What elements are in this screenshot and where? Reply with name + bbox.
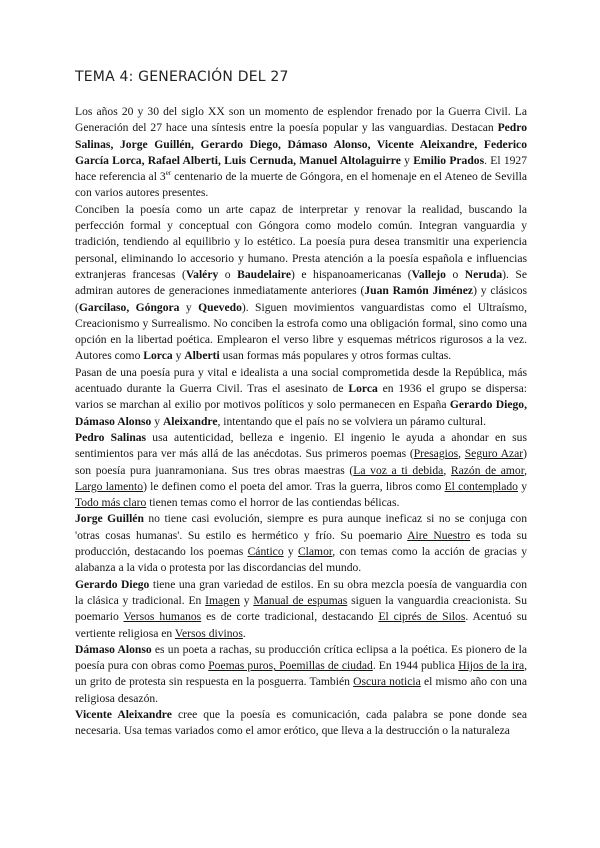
text-run: no tiene casi evolución, siempre es pura aunque ineficaz si no se conjuga con 'otras cosas humanas'. Su estilo es hermético y frío. Su poemario bbox=[75, 512, 527, 542]
text-run: ). Se admiran autores de generaciones inmediatamente anteriores ( bbox=[75, 267, 527, 298]
underlined-title: Razón de amor bbox=[450, 463, 525, 477]
text-run: tiene una gran variedad de estilos. En su obra mezcla poesía de vanguardia con la clásica y tradicional. En bbox=[75, 577, 528, 607]
text-run: o bbox=[445, 267, 465, 281]
text-run: siguen la vanguardia creacionista. Su poemario bbox=[75, 593, 527, 624]
underlined-title: La voz a ti debida bbox=[353, 463, 444, 477]
bold-text: Alberti bbox=[184, 349, 220, 363]
text-run: el mismo año con una religiosa desazón. bbox=[75, 675, 527, 705]
bold-text: Neruda bbox=[464, 267, 503, 281]
bold-text: Jorge Guillén bbox=[75, 512, 144, 526]
text-run: ) le definen como el poeta del amor. Tras la guerra, libros como bbox=[143, 479, 445, 493]
text-run: es un poeta a rachas, su producción crítica eclipsa a la poética. Es pionero de la poesía pura con obras como bbox=[75, 642, 528, 673]
text-run: , bbox=[524, 463, 528, 477]
text-run: y bbox=[517, 479, 528, 493]
underlined-title: Presagios bbox=[413, 447, 459, 461]
bold-text: Vallejo bbox=[411, 267, 446, 281]
text-run: Conciben la poesía como un arte capaz de interpretar y renovar la realidad, buscando la perfección formal y conceptual con Góngora como modelo común. Integran vanguardia y tradición, tendiendo al equilibrio y lo estético. La poesía pura desea transmitir una experiencia personal, eliminando lo accesorio y humano. Presta atención a la poesía española e influencias extranjeras francesas ( bbox=[75, 202, 527, 281]
paragraph bbox=[75, 642, 527, 707]
underlined-title: Manual de espumas bbox=[253, 593, 348, 607]
underlined-title: Poemas puros, Poemillas de ciudad bbox=[208, 659, 373, 673]
text-run: centenario de la muerte de Góngora, en el homenaje en el Ateneo de Sevilla con varios autores presentes. bbox=[75, 170, 527, 200]
text-run: , intentando que el país no se volviera un páramo cultural. bbox=[217, 414, 486, 428]
bold-text: Gerardo Diego, Dámaso Alonso bbox=[75, 398, 527, 428]
text-run: y bbox=[239, 593, 254, 607]
underlined-title: Hijos de la ira bbox=[458, 659, 525, 673]
bold-text: Vicente Aleixandre bbox=[75, 707, 172, 721]
bold-text: Pedro Salinas, Jorge Guillén, Gerardo Diego, Dámaso Alonso, Vicente Aleixandre, Federico García Lorca, Rafael Alberti, Luis Cernuda, Manuel Altolaguirre bbox=[75, 121, 527, 167]
text-run: y bbox=[400, 153, 414, 167]
text-run: cree que la poesía es comunicación, cada palabra se pone donde sea necesaria. Usa temas variados como el amor erótico, que lleva a la destrucción o la naturaleza bbox=[75, 707, 527, 738]
text-run: ) son poesía pura juanramoniana. Sus tres obras maestras ( bbox=[75, 447, 528, 477]
underlined-title: Clamor bbox=[297, 545, 333, 559]
text-run: y bbox=[179, 300, 199, 314]
underlined-title: Largo lamento bbox=[75, 479, 144, 493]
text-run: , bbox=[458, 447, 465, 461]
text-run: ) e hispanoamericanas ( bbox=[291, 267, 412, 281]
text-run: . bbox=[242, 626, 246, 640]
text-run: . En 1944 publica bbox=[372, 659, 459, 673]
paragraph bbox=[75, 577, 527, 642]
text-run: . Acentuó su vertiente religiosa en bbox=[75, 610, 528, 640]
paragraph bbox=[75, 104, 527, 202]
bold-text: Gerardo Diego bbox=[75, 577, 150, 591]
bold-text: Juan Ramón Jiménez bbox=[364, 284, 474, 298]
underlined-title: Cántico bbox=[247, 545, 284, 559]
text-run: o bbox=[218, 267, 238, 281]
underlined-title: Todo más claro bbox=[75, 496, 147, 510]
text-run: , bbox=[443, 463, 451, 477]
bold-text: Emilio Prados bbox=[413, 153, 485, 167]
paragraph bbox=[75, 707, 527, 740]
text-run: usa autenticidad, belleza e ingenio. El ingenio le ayuda a ahondar en sus sentimientos para ver más allá de las anécdotas. Sus primeros poemas ( bbox=[75, 430, 527, 461]
text-run: es toda su producción, destacando los poemas bbox=[75, 528, 527, 559]
text-run: ) y clásicos ( bbox=[75, 284, 528, 314]
underlined-title: Seguro Azar bbox=[464, 447, 524, 461]
text-run: Los años 20 y 30 del siglo XX son un momento de esplendor frenado por la Guerra Civil. La Generación del 27 hace una síntesis entre la poesía popular y las vanguardias. Destacan bbox=[75, 105, 527, 135]
underlined-title: Oscura noticia bbox=[353, 675, 421, 689]
bold-text: Lorca bbox=[348, 382, 378, 396]
text-run: ). Siguen movimientos vanguardistas como el Ultraísmo, Creacionismo y Surrealismo. No conciben la estrofa como una obligación formal, sino como una opción en la libertad poética. Emplearon el verso libre y esquemas métricos rigurosos a la vez. Autores como bbox=[75, 300, 527, 363]
text-run: usan formas más populares y otros formas cultas. bbox=[219, 349, 452, 363]
bold-text: Valéry bbox=[185, 267, 219, 281]
underlined-title: Versos humanos bbox=[123, 610, 202, 624]
bold-text: Lorca bbox=[143, 349, 173, 363]
bold-text: Aleixandre bbox=[162, 414, 218, 428]
document-body bbox=[75, 104, 527, 740]
text-run: y bbox=[151, 414, 163, 428]
underlined-title: Imagen bbox=[205, 593, 240, 607]
underlined-title: El contemplado bbox=[444, 479, 518, 493]
text-run: , con temas como la acción de gracias y alabanza a la vida o protesta por las discordancias del mundo. bbox=[75, 545, 527, 575]
underlined-title: Aire Nuestro bbox=[407, 528, 471, 542]
bold-text: Dámaso Alonso bbox=[75, 642, 152, 656]
paragraph bbox=[75, 511, 527, 576]
underlined-title: Versos divinos bbox=[174, 626, 243, 640]
text-run: y bbox=[172, 349, 185, 363]
text-run: es de corte tradicional, destacando bbox=[201, 610, 379, 624]
paragraph bbox=[75, 365, 527, 430]
superscript: er bbox=[165, 169, 172, 178]
text-run: tienen temas como el horror de las contiendas bélicas. bbox=[146, 496, 400, 510]
underlined-title: El ciprés de Silos bbox=[378, 610, 466, 624]
bold-text: Garcilaso, Góngora bbox=[78, 300, 180, 314]
text-run: , un grito de protesta sin respuesta en la posguerra. También bbox=[75, 659, 527, 689]
paragraph bbox=[75, 430, 527, 511]
text-run: en 1936 el grupo se dispersa: varios se marchan al exilio por motivos políticos y solo permanecen en España bbox=[75, 382, 527, 412]
text-run: y bbox=[283, 545, 298, 559]
bold-text: Pedro Salinas bbox=[75, 430, 147, 444]
text-run: . El 1927 hace referencia al 3 bbox=[75, 153, 528, 184]
bold-text: Quevedo bbox=[198, 300, 242, 314]
paragraph bbox=[75, 202, 527, 365]
bold-text: Baudelaire bbox=[237, 267, 291, 281]
page-title: TEMA 4: GENERACIÓN DEL 27 bbox=[75, 69, 289, 85]
text-run: Pasan de una poesía pura y vital e idealista a una social comprometida desde la República, más acentuado durante la Guerra Civil. Tras el asesinato de bbox=[75, 365, 527, 396]
